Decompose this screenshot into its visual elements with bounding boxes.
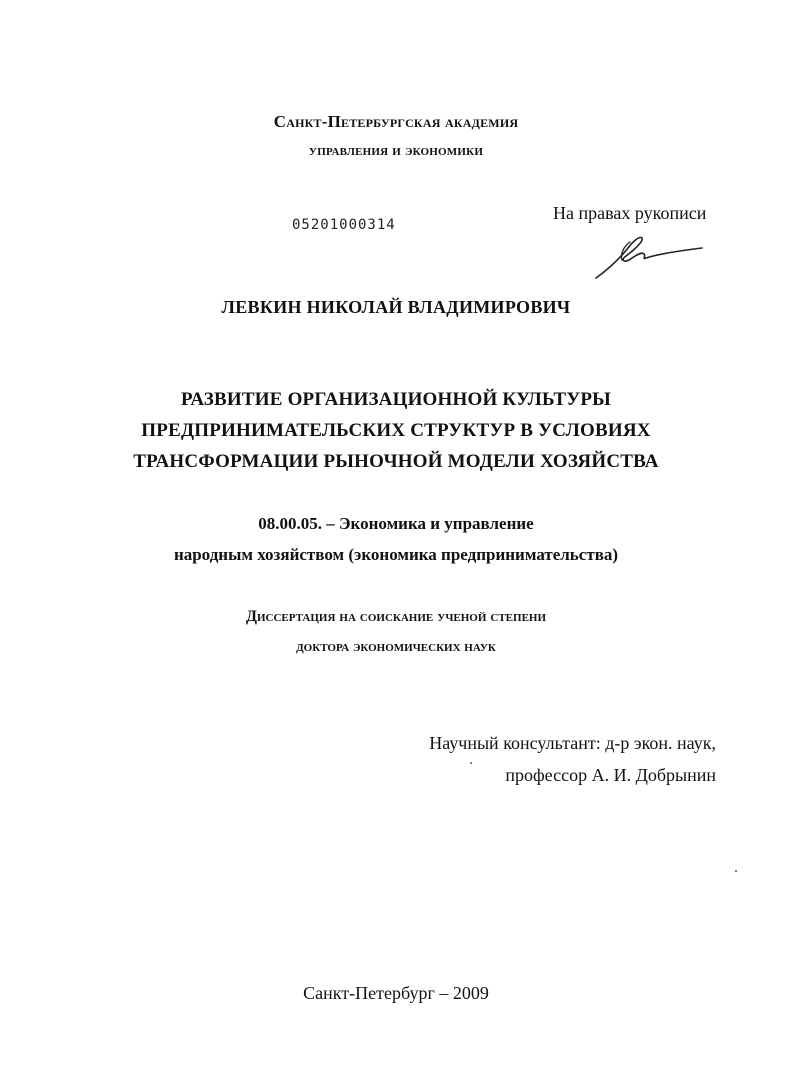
institution-line-1: Санкт-Петербургская академия xyxy=(273,112,519,131)
title-line-2: ПРЕДПРИНИМАТЕЛЬСКИХ СТРУКТУР В УСЛОВИЯХ xyxy=(141,420,651,441)
rights-note: На правах рукописи xyxy=(553,203,707,223)
city-year: Санкт-Петербург – 2009 xyxy=(303,983,489,1003)
specialty-line-2: народным хозяйством (экономика предпринимательства) xyxy=(173,545,619,564)
degree-line-2: доктора экономических наук xyxy=(296,639,496,655)
title-line-3: ТРАНСФОРМАЦИИ РЫНОЧНОЙ МОДЕЛИ ХОЗЯЙСТВА xyxy=(133,451,659,472)
scan-speck xyxy=(735,870,737,872)
institution-line-2: управления и экономики xyxy=(308,143,484,159)
archive-code: 05201000314 xyxy=(292,217,396,233)
scan-speck xyxy=(470,762,472,764)
consultant-line-1: Научный консультант: д-р экон. наук, xyxy=(429,733,716,753)
degree-line-1: Диссертация на соискание ученой степени xyxy=(245,608,547,625)
specialty-line-1: 08.00.05. – Экономика и управление xyxy=(258,514,534,533)
title-line-1: РАЗВИТИЕ ОРГАНИЗАЦИОННОЙ КУЛЬТУРЫ xyxy=(180,389,612,410)
signature-icon xyxy=(590,228,710,283)
author-name: ЛЕВКИН НИКОЛАЙ ВЛАДИМИРОВИЧ xyxy=(221,297,571,317)
consultant-line-2: профессор А. И. Добрынин xyxy=(505,765,716,785)
